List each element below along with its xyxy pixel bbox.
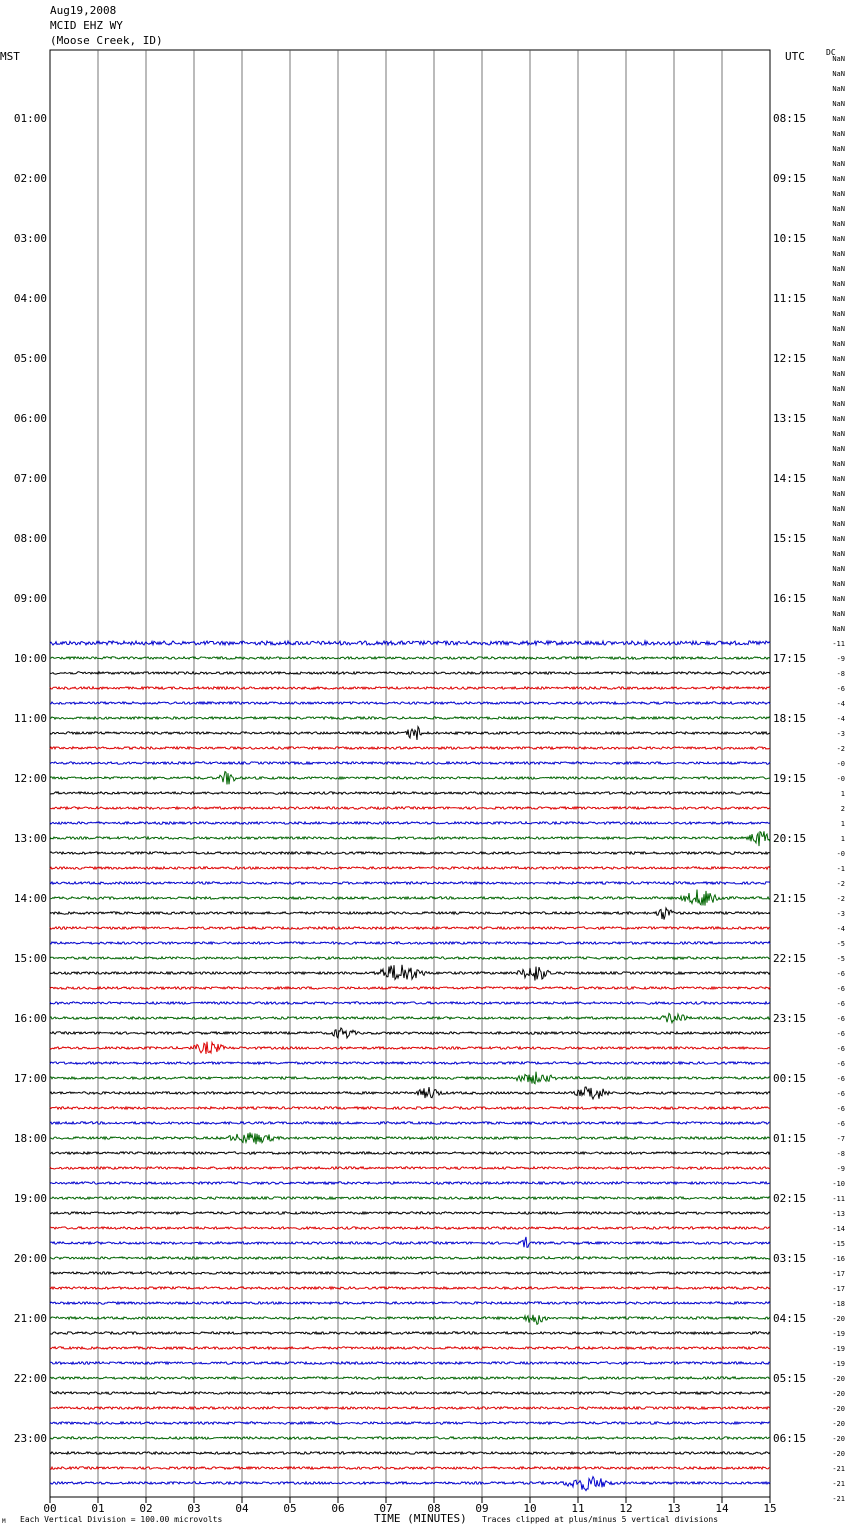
dc-offset-label: NaN (832, 355, 845, 363)
trace-line (50, 1197, 770, 1199)
dc-offset-label: NaN (832, 70, 845, 78)
dc-offset-label: -6 (836, 1075, 845, 1083)
dc-offset-label: -19 (832, 1360, 845, 1368)
dc-offset-label: NaN (832, 235, 845, 243)
mst-axis-title: MST (0, 50, 20, 63)
utc-tick-label: 13:15 (773, 412, 807, 425)
utc-axis-title: UTC (785, 50, 805, 63)
dc-offset-label: NaN (832, 130, 845, 138)
dc-offset-label: NaN (832, 205, 845, 213)
dc-offset-label: -11 (832, 640, 845, 648)
utc-tick-label: 17:15 (773, 652, 807, 665)
dc-offset-label: -8 (836, 670, 845, 678)
utc-tick-label: 02:15 (773, 1192, 807, 1205)
dc-offset-label: -0 (836, 775, 845, 783)
dc-offset-label: -6 (836, 1105, 845, 1113)
station-label: MCID EHZ WY (50, 19, 123, 32)
trace-line (50, 1392, 770, 1394)
dc-offset-label: -10 (832, 1180, 845, 1188)
trace-line (50, 1362, 770, 1364)
dc-offset-label: NaN (832, 595, 845, 603)
trace-line (50, 702, 770, 704)
mst-tick-label: 18:00 (13, 1132, 47, 1145)
utc-tick-label: 15:15 (773, 532, 807, 545)
dc-offset-label: -17 (832, 1285, 845, 1293)
utc-tick-label: 00:15 (773, 1072, 807, 1085)
dc-offset-label: NaN (832, 370, 845, 378)
dc-offset-label: -16 (832, 1255, 845, 1263)
dc-offset-label: -6 (836, 985, 845, 993)
trace-line (50, 762, 770, 764)
dc-offset-label: NaN (832, 520, 845, 528)
mst-tick-label: 17:00 (13, 1072, 47, 1085)
utc-tick-label: 18:15 (773, 712, 807, 725)
dc-offset-label: NaN (832, 535, 845, 543)
dc-offset-label: -0 (836, 850, 845, 858)
dc-offset-label: -6 (836, 1000, 845, 1008)
mst-tick-label: 10:00 (13, 652, 47, 665)
dc-offset-label: -5 (836, 940, 845, 948)
trace-line (50, 1182, 770, 1184)
dc-column-title: DC (826, 48, 836, 57)
dc-offset-label: -1 (836, 865, 845, 873)
mst-tick-label: 09:00 (13, 592, 47, 605)
x-tick-label: 00 (43, 1502, 57, 1515)
dc-offset-label: NaN (832, 475, 845, 483)
mst-tick-label: 11:00 (13, 712, 47, 725)
trace-line (50, 852, 770, 854)
utc-tick-label: 08:15 (773, 112, 807, 125)
dc-offset-label: -6 (836, 1090, 845, 1098)
trace-line (50, 1042, 770, 1054)
trace-line (50, 965, 770, 981)
dc-offset-label: -20 (832, 1375, 845, 1383)
x-tick-label: 07 (379, 1502, 393, 1515)
trace-line (50, 1452, 770, 1454)
trace-line (50, 1315, 770, 1325)
utc-tick-label: 10:15 (773, 232, 807, 245)
dc-offset-label: NaN (832, 340, 845, 348)
mst-tick-label: 21:00 (13, 1312, 47, 1325)
mst-tick-label: 12:00 (13, 772, 47, 785)
dc-offset-label: NaN (832, 280, 845, 288)
dc-offset-label: -8 (836, 1150, 845, 1158)
dc-offset-label: -18 (832, 1300, 845, 1308)
trace-line (50, 1013, 770, 1022)
dc-offset-label: NaN (832, 160, 845, 168)
dc-offset-label: 1 (840, 790, 845, 798)
trace-line (50, 942, 770, 944)
mst-tick-label: 03:00 (13, 232, 47, 245)
dc-offset-label: -6 (836, 970, 845, 978)
trace-line (50, 987, 770, 989)
mst-tick-label: 19:00 (13, 1192, 47, 1205)
dc-offset-label: NaN (832, 190, 845, 198)
mst-tick-label: 06:00 (13, 412, 47, 425)
dc-offset-label: -3 (836, 730, 845, 738)
trace-line (50, 1107, 770, 1109)
dc-offset-label: NaN (832, 220, 845, 228)
dc-offset-label: -11 (832, 1195, 845, 1203)
trace-line (50, 672, 770, 674)
x-tick-label: 11 (571, 1502, 585, 1515)
utc-tick-label: 23:15 (773, 1012, 807, 1025)
dc-offset-label: -6 (836, 685, 845, 693)
utc-tick-label: 04:15 (773, 1312, 807, 1325)
mst-tick-label: 20:00 (13, 1252, 47, 1265)
trace-line (50, 1167, 770, 1169)
trace-line (50, 807, 770, 809)
utc-tick-label: 11:15 (773, 292, 807, 305)
trace-line (50, 1332, 770, 1334)
dc-offset-label: NaN (832, 415, 845, 423)
x-tick-label: 08 (427, 1502, 441, 1515)
dc-offset-label: NaN (832, 430, 845, 438)
dc-offset-label: -17 (832, 1270, 845, 1278)
dc-offset-label: 1 (840, 820, 845, 828)
mst-tick-label: 15:00 (13, 952, 47, 965)
dc-offset-label: -7 (836, 1135, 845, 1143)
dc-offset-label: NaN (832, 115, 845, 123)
trace-line (50, 1477, 770, 1491)
trace-line (50, 717, 770, 719)
trace-line (50, 1302, 770, 1304)
corner-mark: M (2, 1518, 6, 1525)
dc-offset-label: NaN (832, 55, 845, 63)
dc-offset-label: -9 (836, 1165, 845, 1173)
dc-offset-label: NaN (832, 175, 845, 183)
trace-line (50, 1087, 770, 1099)
x-tick-label: 13 (667, 1502, 681, 1515)
dc-offset-label: NaN (832, 400, 845, 408)
dc-offset-label: NaN (832, 565, 845, 573)
dc-offset-label: -21 (832, 1480, 845, 1488)
x-tick-label: 15 (763, 1502, 777, 1515)
trace-line (50, 687, 770, 689)
x-tick-label: 01 (91, 1502, 105, 1515)
trace-line (50, 1272, 770, 1274)
scale-note: Each Vertical Division = 100.00 microvolts (20, 1515, 223, 1524)
trace-line (50, 1377, 770, 1379)
utc-tick-label: 09:15 (773, 172, 807, 185)
dc-offset-label: NaN (832, 610, 845, 618)
trace-line (50, 1437, 770, 1439)
dc-offset-label: NaN (832, 145, 845, 153)
dc-offset-label: -5 (836, 955, 845, 963)
dc-offset-label: NaN (832, 85, 845, 93)
dc-offset-label: -2 (836, 880, 845, 888)
utc-tick-label: 14:15 (773, 472, 807, 485)
trace-line (50, 657, 770, 659)
x-tick-label: 10 (523, 1502, 537, 1515)
dc-offset-label: NaN (832, 505, 845, 513)
dc-offset-label: -6 (836, 1060, 845, 1068)
dc-offset-label: -6 (836, 1045, 845, 1053)
trace-line (50, 1287, 770, 1289)
mst-tick-label: 01:00 (13, 112, 47, 125)
trace-line (50, 867, 770, 869)
dc-offset-label: -13 (832, 1210, 845, 1218)
dc-offset-label: -0 (836, 760, 845, 768)
trace-line (50, 1002, 770, 1004)
trace-line (50, 882, 770, 884)
dc-offset-label: -2 (836, 745, 845, 753)
mst-tick-label: 07:00 (13, 472, 47, 485)
utc-tick-label: 06:15 (773, 1432, 807, 1445)
dc-offset-label: -20 (832, 1435, 845, 1443)
dc-offset-label: -9 (836, 655, 845, 663)
trace-line (50, 831, 770, 846)
utc-tick-label: 21:15 (773, 892, 807, 905)
dc-offset-label: -6 (836, 1030, 845, 1038)
dc-offset-label: -20 (832, 1390, 845, 1398)
date-label: Aug19,2008 (50, 4, 117, 17)
trace-line (50, 1237, 770, 1247)
trace-line (50, 1347, 770, 1349)
trace-line (50, 908, 770, 920)
trace-line (50, 1212, 770, 1214)
trace-line (50, 727, 770, 740)
utc-tick-label: 03:15 (773, 1252, 807, 1265)
mst-tick-label: 04:00 (13, 292, 47, 305)
dc-offset-label: -6 (836, 1120, 845, 1128)
trace-line (50, 1467, 770, 1469)
dc-offset-label: -19 (832, 1330, 845, 1338)
mst-tick-label: 16:00 (13, 1012, 47, 1025)
utc-tick-label: 16:15 (773, 592, 807, 605)
dc-offset-label: NaN (832, 490, 845, 498)
dc-offset-label: -4 (836, 925, 845, 933)
dc-offset-label: NaN (832, 550, 845, 558)
trace-line (50, 1072, 770, 1084)
trace-line (50, 1152, 770, 1154)
trace-line (50, 1062, 770, 1064)
trace-line (50, 1227, 770, 1229)
dc-offset-label: NaN (832, 625, 845, 633)
dc-offset-label: 1 (840, 835, 845, 843)
trace-line (50, 1422, 770, 1424)
dc-offset-label: NaN (832, 265, 845, 273)
x-axis-title: TIME (MINUTES) (374, 1512, 467, 1525)
mst-tick-label: 23:00 (13, 1432, 47, 1445)
utc-tick-label: 05:15 (773, 1372, 807, 1385)
trace-line (50, 1122, 770, 1124)
dc-offset-label: -6 (836, 1015, 845, 1023)
dc-offset-label: NaN (832, 445, 845, 453)
plot-frame (50, 50, 770, 1497)
dc-offset-label: -15 (832, 1240, 845, 1248)
x-tick-label: 04 (235, 1502, 249, 1515)
trace-line (50, 927, 770, 929)
dc-offset-label: -20 (832, 1450, 845, 1458)
trace-line (50, 772, 770, 785)
mst-tick-label: 08:00 (13, 532, 47, 545)
x-tick-label: 03 (187, 1502, 201, 1515)
clip-note: Traces clipped at plus/minus 5 vertical divisions (482, 1515, 719, 1524)
trace-line (50, 747, 770, 749)
dc-offset-label: NaN (832, 325, 845, 333)
mst-tick-label: 02:00 (13, 172, 47, 185)
x-tick-label: 09 (475, 1502, 489, 1515)
dc-offset-label: -4 (836, 715, 845, 723)
trace-line (50, 1028, 770, 1038)
dc-offset-label: NaN (832, 310, 845, 318)
x-tick-label: 06 (331, 1502, 345, 1515)
dc-offset-label: -2 (836, 895, 845, 903)
dc-offset-label: NaN (832, 250, 845, 258)
x-tick-label: 05 (283, 1502, 297, 1515)
trace-line (50, 792, 770, 794)
trace-line (50, 1133, 770, 1145)
utc-tick-label: 01:15 (773, 1132, 807, 1145)
utc-tick-label: 22:15 (773, 952, 807, 965)
trace-line (50, 957, 770, 959)
mst-tick-label: 14:00 (13, 892, 47, 905)
utc-tick-label: 12:15 (773, 352, 807, 365)
x-tick-label: 02 (139, 1502, 153, 1515)
dc-offset-label: NaN (832, 580, 845, 588)
dc-offset-label: NaN (832, 385, 845, 393)
dc-offset-label: NaN (832, 100, 845, 108)
trace-line (50, 1257, 770, 1259)
dc-offset-label: -4 (836, 700, 845, 708)
dc-offset-label: -20 (832, 1405, 845, 1413)
dc-offset-label: -3 (836, 910, 845, 918)
trace-line (50, 1407, 770, 1409)
dc-offset-label: -14 (832, 1225, 845, 1233)
mst-tick-label: 13:00 (13, 832, 47, 845)
dc-offset-label: 2 (840, 805, 845, 813)
utc-tick-label: 20:15 (773, 832, 807, 845)
location-label: (Moose Creek, ID) (50, 34, 163, 47)
dc-offset-label: -21 (832, 1495, 845, 1503)
mst-tick-label: 05:00 (13, 352, 47, 365)
dc-offset-label: NaN (832, 460, 845, 468)
trace-line (50, 822, 770, 824)
dc-offset-label: -19 (832, 1345, 845, 1353)
utc-tick-label: 19:15 (773, 772, 807, 785)
trace-line (50, 641, 770, 645)
dc-offset-label: -20 (832, 1420, 845, 1428)
x-tick-label: 14 (715, 1502, 729, 1515)
dc-offset-label: -21 (832, 1465, 845, 1473)
dc-offset-label: NaN (832, 295, 845, 303)
dc-offset-label: -20 (832, 1315, 845, 1323)
mst-tick-label: 22:00 (13, 1372, 47, 1385)
trace-line (50, 890, 770, 906)
x-tick-label: 12 (619, 1502, 633, 1515)
